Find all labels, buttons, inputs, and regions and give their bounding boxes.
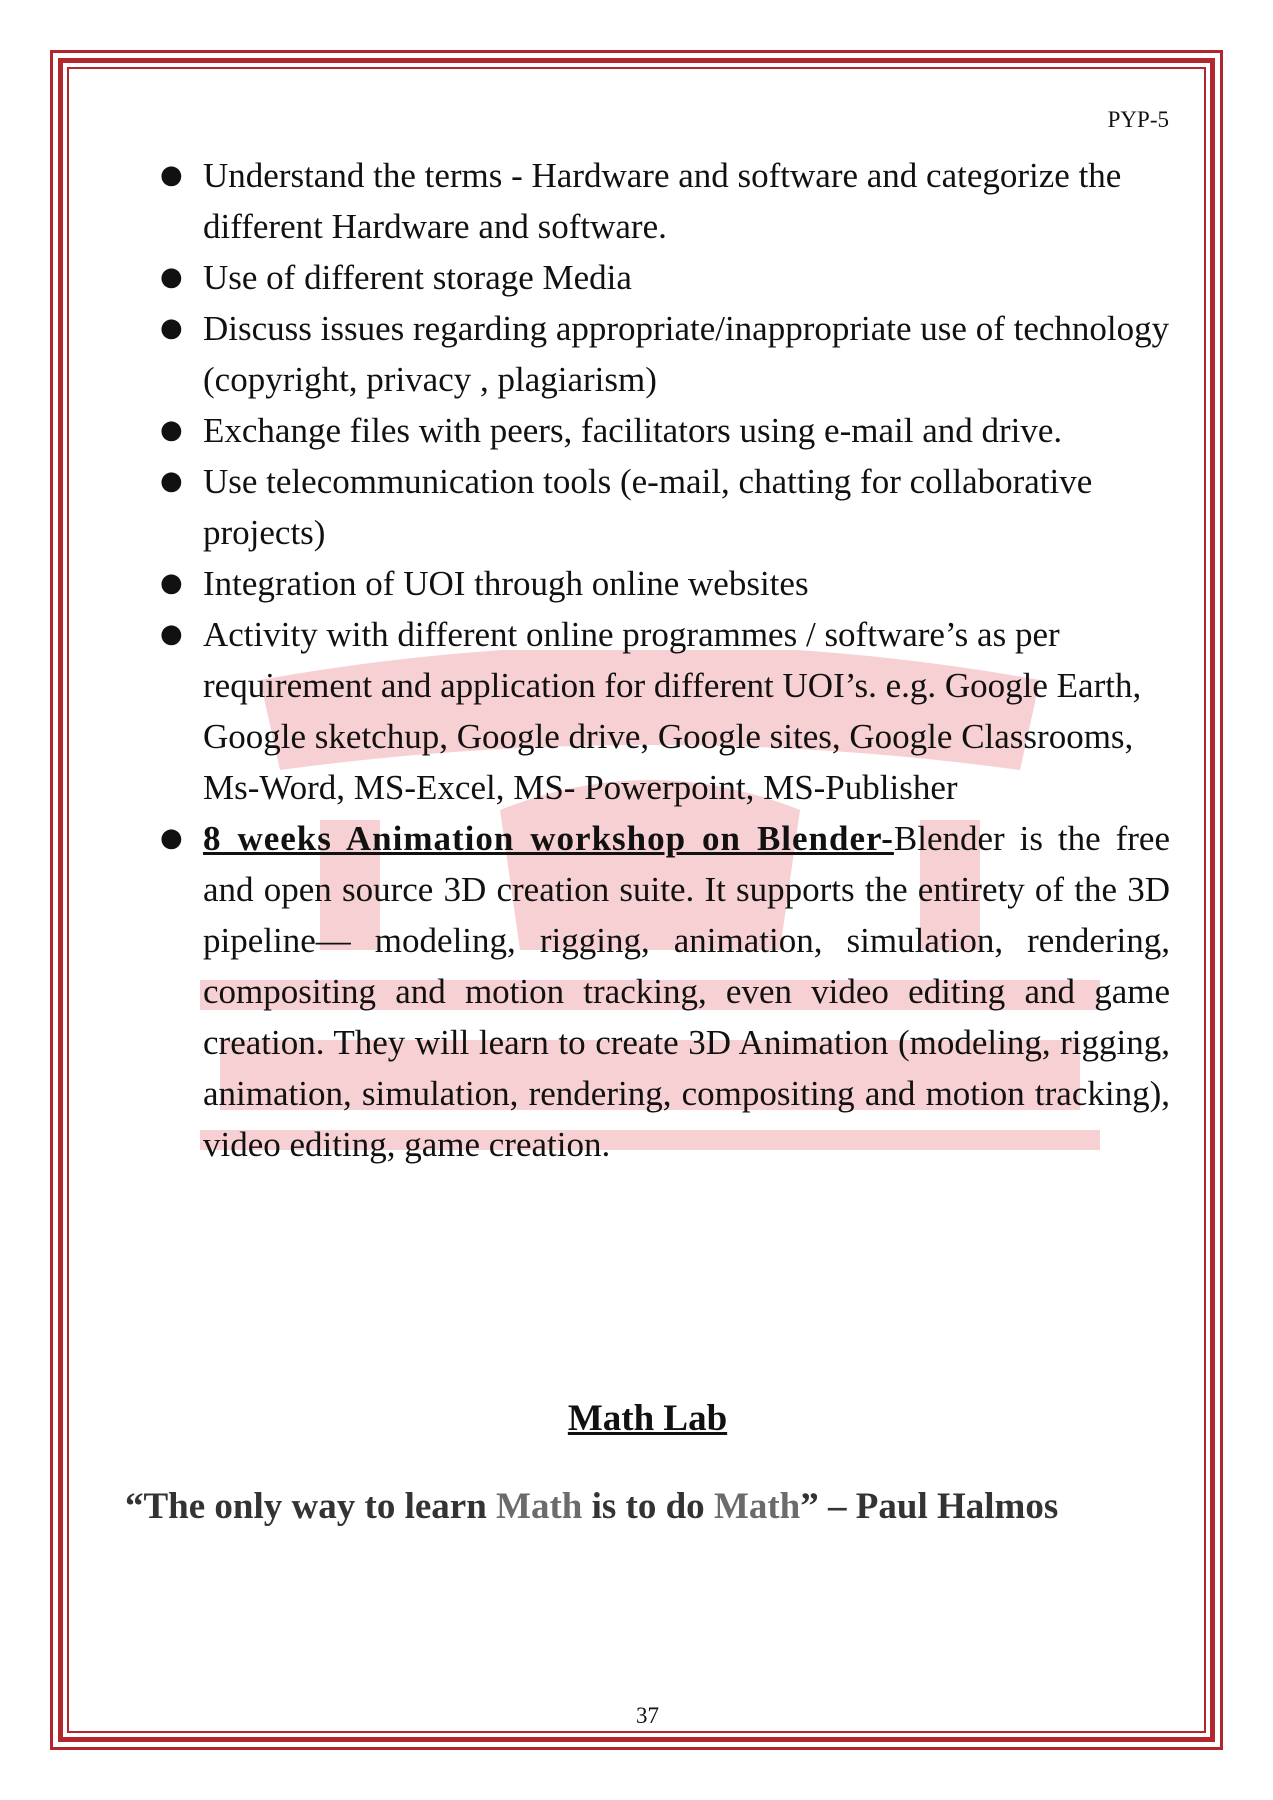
document-code: PYP-5	[1107, 107, 1169, 132]
list-item: ● Activity with different online programmes / software’s as per requirement and application for different UOI’s. e.g. Google Earth, Google sketchup, Google drive, Google sites, Google Classrooms, Ms-Word, MS-Excel, MS- Powerpoint, MS-Publisher	[160, 609, 1170, 813]
list-item: ● Integration of UOI through online websites	[160, 558, 1170, 609]
quote-part: is to do	[582, 1486, 714, 1527]
quote-highlight: Math	[496, 1486, 583, 1527]
list-item: ● Discuss issues regarding appropriate/inappropriate use of technology (copyright, privacy , plagiarism)	[160, 303, 1170, 405]
list-item: ● Exchange files with peers, facilitators using e-mail and drive.	[160, 405, 1170, 456]
list-item: ● Use of different storage Media	[160, 252, 1170, 303]
quote-highlight: Math	[713, 1486, 801, 1527]
list-item: ● Understand the terms - Hardware and software and categorize the different Hardware and software.	[160, 150, 1170, 252]
section-title: Math Lab	[567, 1398, 728, 1439]
quote-attribution: ” – Paul Halmos	[800, 1486, 1059, 1527]
quote-part: “The only way to learn	[125, 1486, 497, 1527]
blender-workshop-text: Blender is the free and open source 3D creation suite. It supports the entirety of the 3D pipeline— modeling, rigging, animation, simulation, rendering, compositing and motion tracking, even video editing and game creation. They will learn to create 3D Animation (modeling, rigging, animation, simulation, rendering, compositing and motion tracking), video editing, game creation.	[203, 819, 1170, 1164]
quote	[125, 1485, 1175, 1528]
list-item-blender	[160, 813, 1170, 1170]
bullet-list	[160, 150, 1170, 1170]
page-number: 37	[636, 1703, 659, 1728]
blender-workshop-title: 8 weeks Animation workshop on Blender-	[203, 819, 894, 858]
list-item: ● Use telecommunication tools (e-mail, chatting for collaborative projects)	[160, 456, 1170, 558]
